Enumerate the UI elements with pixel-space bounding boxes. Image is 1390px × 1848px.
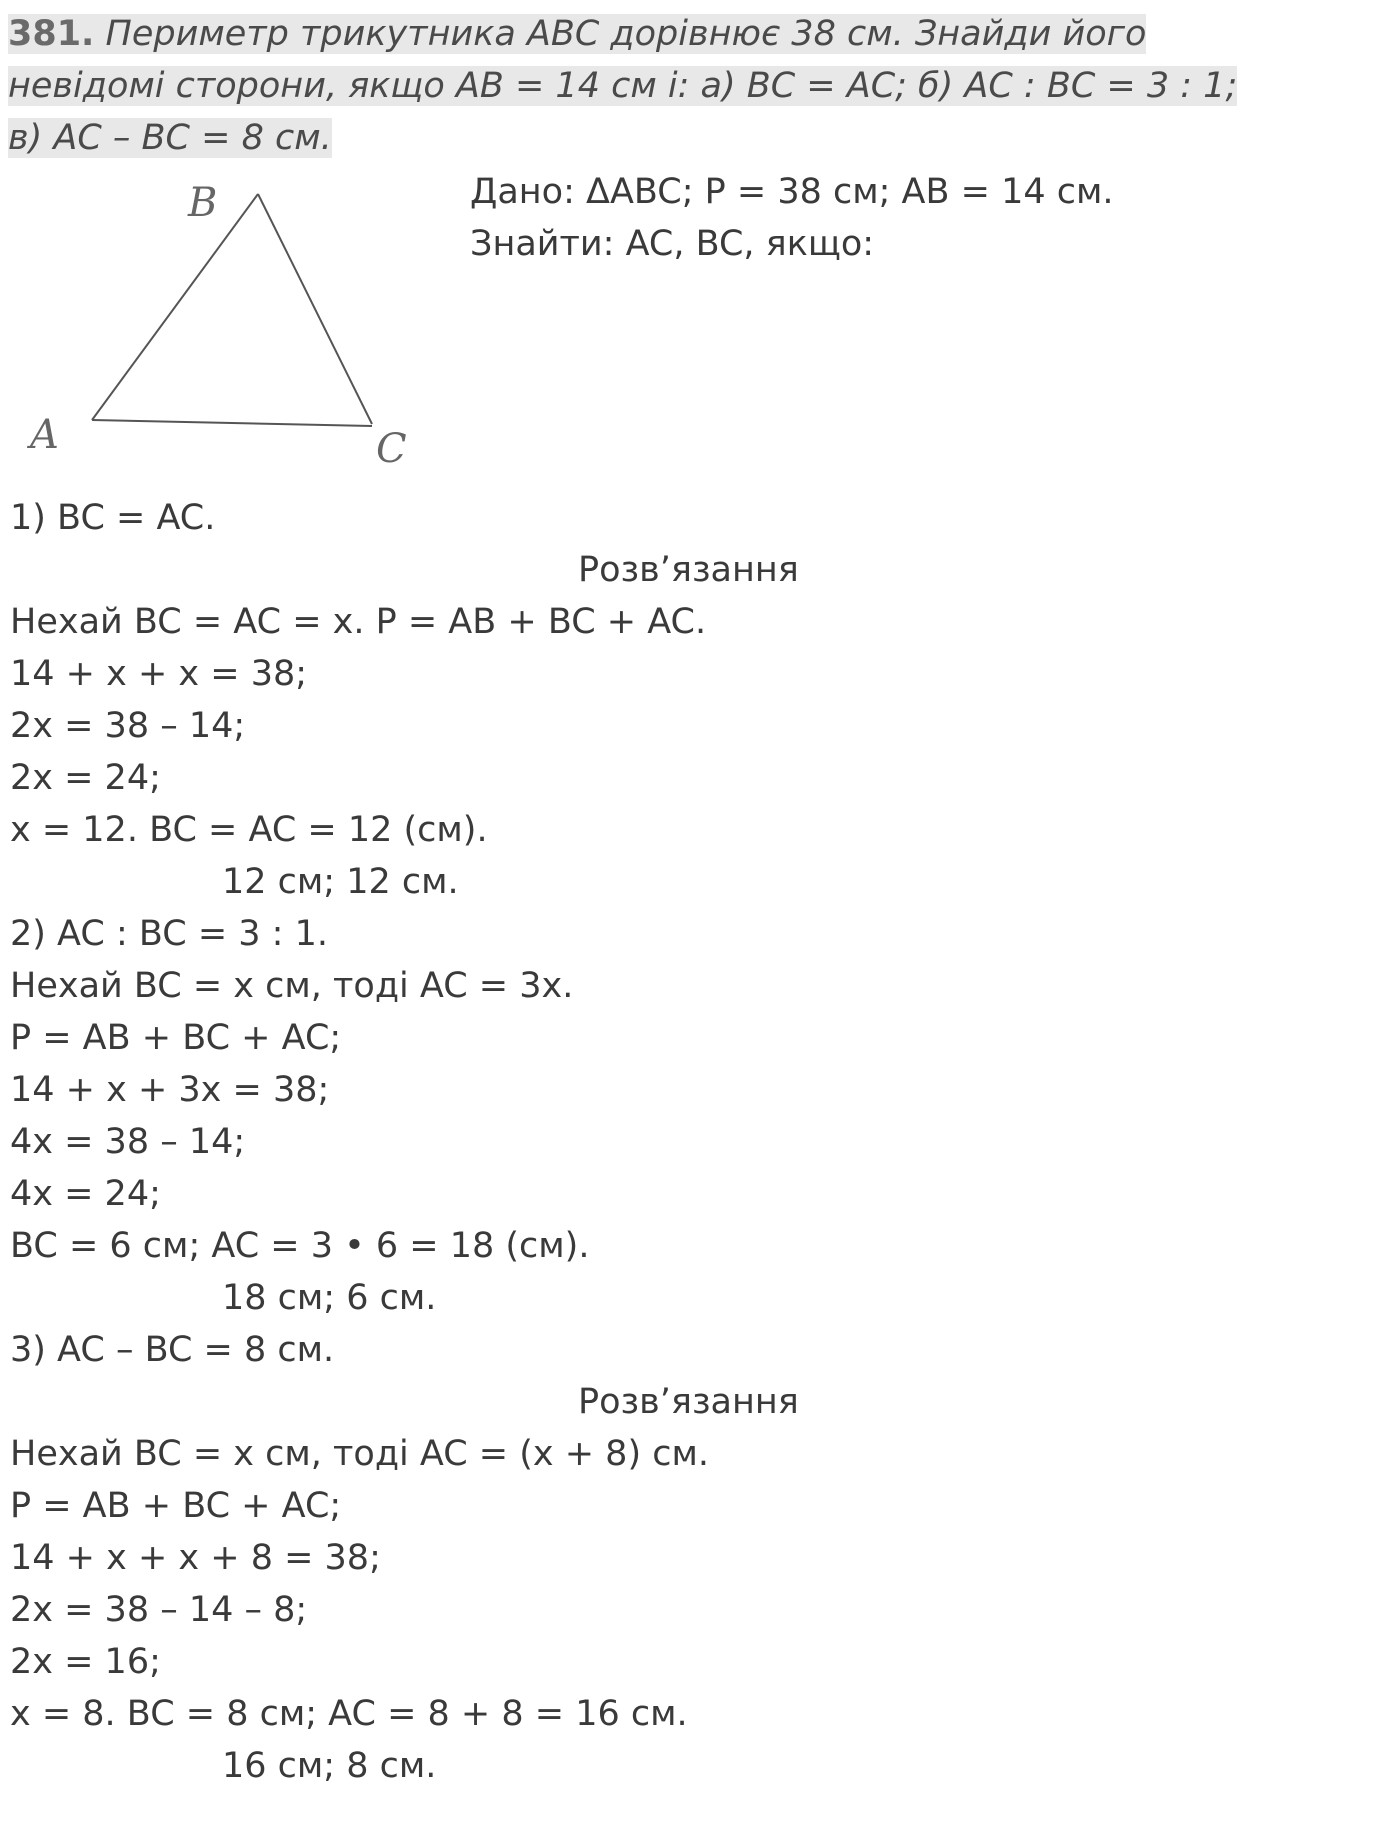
- case-3-heading: 3) AC – BC = 8 см.: [10, 1330, 335, 1370]
- solution-heading: Розв’язання: [578, 1382, 799, 1422]
- side-ac: [92, 420, 372, 426]
- problem-line-3: в) AC – BC = 8 см.: [8, 118, 332, 158]
- problem-line-1: Периметр трикутника ABC дорівнює 38 см. Знайди його: [105, 14, 1147, 54]
- solution-heading: Розв’язання: [578, 550, 799, 590]
- vertex-label-a: A: [30, 412, 59, 458]
- solution-line: Нехай BC = AC = x. P = AB + BC + AC.: [10, 602, 707, 642]
- solution-line: 2x = 24;: [10, 758, 161, 798]
- side-bc: [258, 194, 372, 424]
- solution-line: P = AB + BC + AC;: [10, 1486, 342, 1526]
- answer-line: 12 см; 12 см.: [222, 862, 459, 902]
- solution-line: x = 8. BC = 8 см; AC = 8 + 8 = 16 см.: [10, 1694, 688, 1734]
- solution-line: 4x = 38 – 14;: [10, 1122, 246, 1162]
- solution-line: 2x = 16;: [10, 1642, 161, 1682]
- problem-number: 381.: [8, 14, 95, 54]
- problem-statement: [8, 8, 1237, 164]
- case-2-heading: 2) AC : BC = 3 : 1.: [10, 914, 328, 954]
- triangle-figure: [20, 180, 440, 470]
- solution-line: P = AB + BC + AC;: [10, 1018, 342, 1058]
- solution-line: 14 + x + x + 8 = 38;: [10, 1538, 381, 1578]
- solution-line: 2x = 38 – 14;: [10, 706, 246, 746]
- solution-line: Нехай BC = x см, тоді AC = 3x.: [10, 966, 574, 1006]
- vertex-label-b: B: [188, 180, 218, 226]
- solution-line: 4x = 24;: [10, 1174, 161, 1214]
- answer-line: 18 см; 6 см.: [222, 1278, 437, 1318]
- solution-line: 14 + x + 3x = 38;: [10, 1070, 330, 1110]
- solution-line: Нехай BC = x см, тоді AC = (x + 8) см.: [10, 1434, 709, 1474]
- find-line: Знайти: AC, BC, якщо:: [470, 224, 875, 264]
- vertex-label-c: C: [376, 426, 407, 470]
- solution-line: x = 12. BC = AC = 12 (см).: [10, 810, 488, 850]
- solution-line: 2x = 38 – 14 – 8;: [10, 1590, 308, 1630]
- problem-line-2: невідомі сторони, якщо AB = 14 см і: а) BC = AC; б) AC : BC = 3 : 1;: [8, 66, 1238, 106]
- given-line: Дано: ΔABC; P = 38 см; AB = 14 см.: [470, 172, 1114, 212]
- answer-line: 16 см; 8 см.: [222, 1746, 437, 1786]
- solution-line: 14 + x + x = 38;: [10, 654, 308, 694]
- case-1-heading: 1) BC = AC.: [10, 498, 216, 538]
- solution-line: BC = 6 см; AC = 3 • 6 = 18 (см).: [10, 1226, 590, 1266]
- side-ab: [92, 194, 258, 420]
